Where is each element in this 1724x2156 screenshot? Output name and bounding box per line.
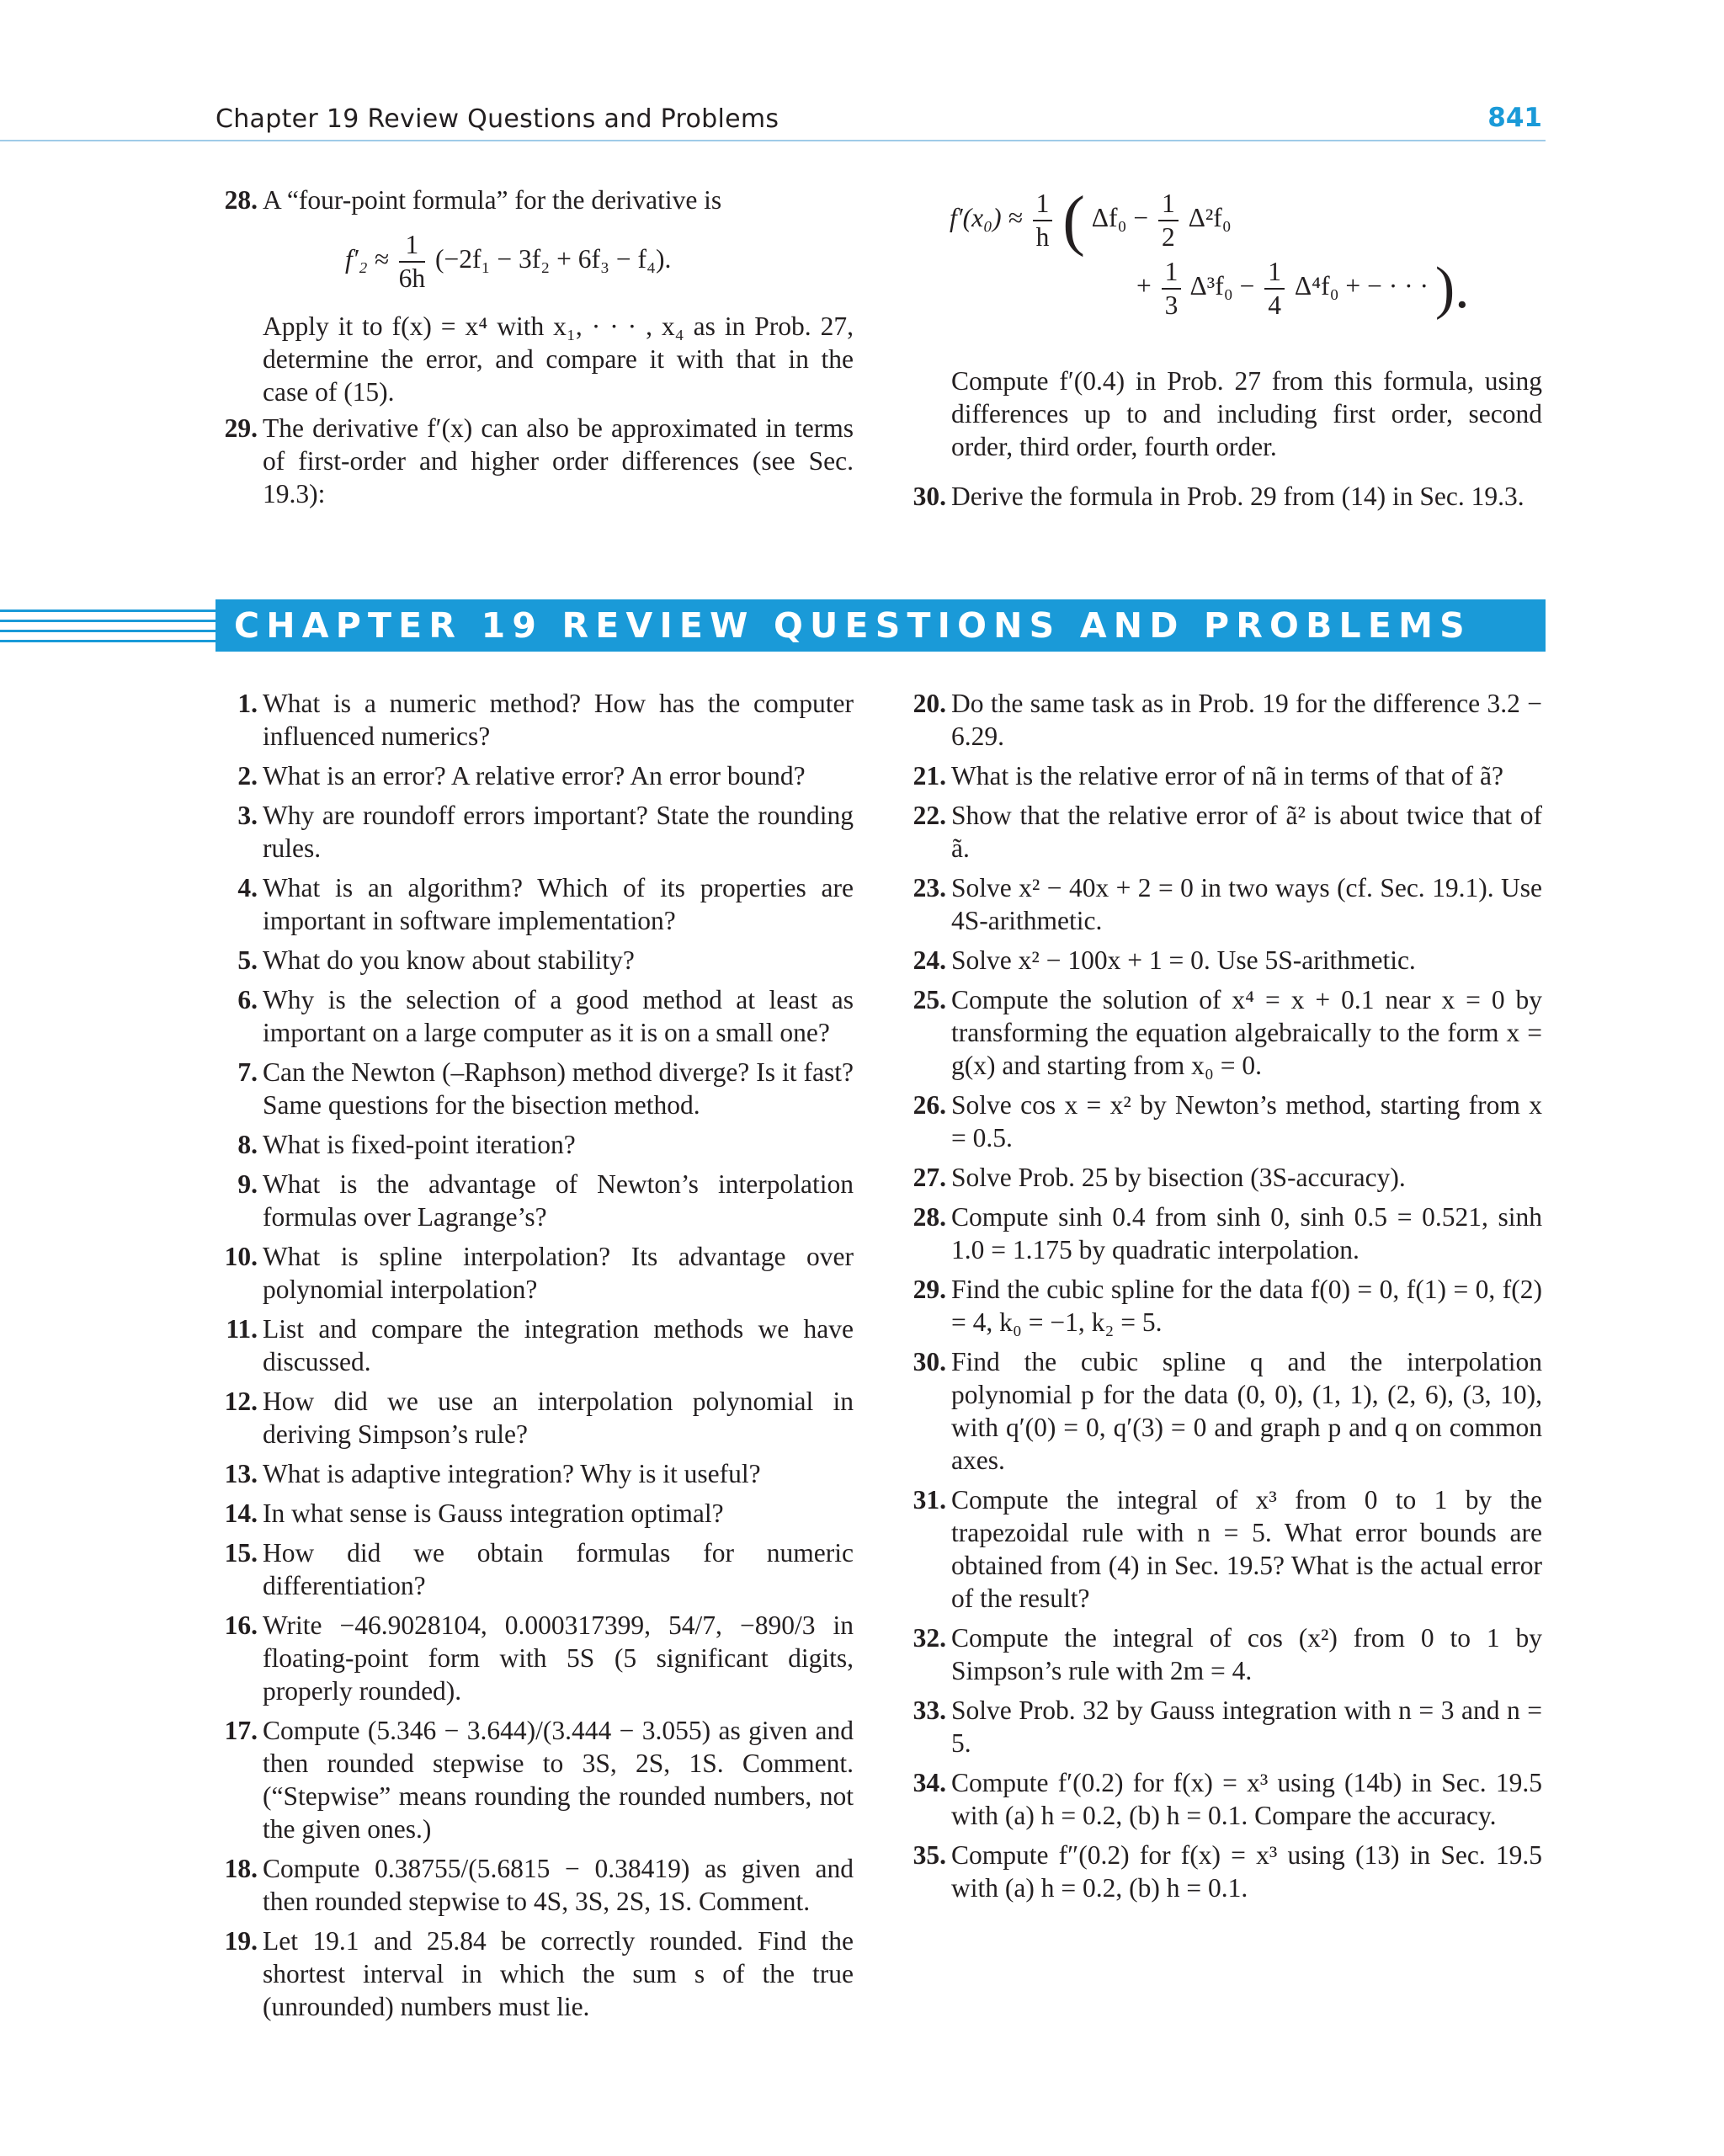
review-problem: [216, 1497, 854, 1530]
difference-formula-line-1: [950, 184, 1232, 258]
fraction-denominator: 2: [1161, 222, 1175, 252]
formula-lhs: f′(x₀) ≈: [950, 203, 1023, 233]
problem-text: Solve Prob. 32 by Gauss integration with n = 3 and n = 5.: [951, 1696, 1542, 1758]
formula-term: Δ⁴f₀ + − · · ·: [1294, 271, 1429, 301]
problem-text: Compute the integral of x³ from 0 to 1 by the trapezoidal rule with n = 5. What error bounds are obtained from (4) in Sec. 19.5? What is the actual error of the result?: [951, 1485, 1542, 1613]
review-problem: [904, 799, 1542, 865]
review-problem: [904, 1621, 1542, 1687]
difference-formula-line-2: [1136, 256, 1470, 322]
problem-number: 6.: [237, 985, 258, 1014]
problem-number: 9.: [237, 1169, 258, 1199]
problem-number: 13.: [224, 1459, 258, 1488]
formula-rhs: (−2f₁ − 3f₂ + 6f₃ − f₄).: [435, 244, 672, 274]
fraction-numerator: 1: [1264, 256, 1285, 290]
review-problem: [216, 1457, 854, 1490]
problem-number: 10.: [224, 1242, 258, 1271]
review-problem: [904, 1161, 1542, 1194]
review-problem: [216, 1385, 854, 1451]
review-problem: [904, 983, 1542, 1082]
review-problem: [904, 1694, 1542, 1759]
formula-fraction: [1033, 188, 1053, 253]
review-problem: [904, 1483, 1542, 1615]
fraction-numerator: 1: [1033, 188, 1053, 221]
problem-number: 28.: [913, 1202, 946, 1232]
running-head: [0, 99, 1546, 141]
fraction-denominator: 3: [1164, 290, 1179, 320]
problem-text: What is adaptive integration? Why is it useful?: [263, 1459, 761, 1488]
review-list-right: [904, 687, 1542, 1904]
review-problem: [216, 944, 854, 977]
review-problem: [216, 983, 854, 1049]
problem-text: List and compare the integration methods we have discussed.: [263, 1314, 854, 1376]
review-problem: [216, 1852, 854, 1918]
problem-text: What is a numeric method? How has the computer influenced numerics?: [263, 689, 854, 751]
problem-number: 22.: [913, 801, 946, 830]
problem-text: How did we use an interpolation polynomial in deriving Simpson’s rule?: [263, 1387, 854, 1449]
fraction-denominator: 4: [1268, 290, 1281, 320]
review-questions-left: [216, 687, 854, 2030]
formula-fraction: [1264, 256, 1285, 322]
running-title: Chapter 19 Review Questions and Problems: [216, 104, 780, 134]
top-left-column-cont: [216, 310, 854, 510]
problem-number: 26.: [913, 1090, 946, 1120]
open-paren: (: [1062, 184, 1085, 258]
formula-fraction: [399, 229, 426, 295]
problem-number: 15.: [224, 1538, 258, 1568]
review-problem: [216, 1056, 854, 1121]
problem-text: What is an algorithm? Which of its properties are important in software implementation?: [263, 873, 854, 935]
problem-text: The derivative f′(x) can also be approximated in terms of first-order and higher order differences (see Sec. 19.3):: [263, 413, 854, 508]
problem-text: Compute 0.38755/(5.6815 − 0.38419) as given and then rounded stepwise to 4S, 3S, 2S, 1S. Comment.: [263, 1854, 854, 1916]
problem-number: 31.: [913, 1485, 946, 1515]
formula-term: Δ³f₀ −: [1189, 271, 1255, 301]
problem-text: Write −46.9028104, 0.000317399, 54/7, −890/3 in floating-point form with 5S (5 significant digits, properly rounded).: [263, 1610, 854, 1706]
problem-number: 30.: [913, 1347, 946, 1376]
formula-term: +: [1136, 271, 1152, 301]
banner-rule: [0, 640, 219, 642]
problem-number: 3.: [237, 801, 258, 830]
problem-number: 23.: [913, 873, 946, 902]
problem-text: Show that the relative error of ã² is about twice that of ã.: [951, 801, 1542, 863]
problem-number: 2.: [237, 761, 258, 791]
section-title: CHAPTER 19 REVIEW QUESTIONS AND PROBLEMS: [234, 605, 1471, 646]
problem-text: Compute f′(0.4) in Prob. 27 from this formula, using differences up to and including first order, second order, third order, fourth order.: [951, 366, 1542, 461]
fraction-numerator: 1: [1162, 256, 1182, 290]
problem-text: Solve Prob. 25 by bisection (3S-accuracy).: [951, 1163, 1406, 1192]
formula-term: Δ²f₀: [1188, 203, 1232, 233]
fraction-numerator: 1: [1158, 188, 1179, 221]
problem-number: 29.: [224, 413, 258, 443]
four-point-formula: [345, 229, 671, 295]
formula-fraction: [1162, 256, 1182, 322]
fraction-denominator: h: [1035, 222, 1050, 252]
problem-text: Find the cubic spline for the data f(0) = 0, f(1) = 0, f(2) = 4, k₀ = −1, k₂ = 5.: [951, 1275, 1542, 1337]
problem-text: Do the same task as in Prob. 19 for the difference 3.2 − 6.29.: [951, 689, 1542, 751]
problem-number: 30.: [913, 482, 946, 511]
problem-text: Compute (5.346 − 3.644)/(3.444 − 3.055) as given and then rounded stepwise to 3S, 2S, 1S. Comment. (“Stepwise” means rounding the rounded numbers, not the given ones.): [263, 1716, 854, 1844]
problem-number: 29.: [913, 1275, 946, 1304]
review-questions-right: [904, 687, 1542, 1911]
problem-text: Solve cos x = x² by Newton’s method, starting from x = 0.5.: [951, 1090, 1542, 1153]
close-paren: ).: [1434, 256, 1470, 321]
top-right-column: [904, 365, 1542, 513]
problem-number: 34.: [913, 1768, 946, 1797]
problem-text: Apply it to f(x) = x⁴ with x₁, · · · , x₄ as in Prob. 27, determine the error, and compare it with that in the case of (15).: [263, 311, 854, 407]
problem-number: 35.: [913, 1840, 946, 1870]
review-problem: [904, 1089, 1542, 1154]
problem-text: What is an error? A relative error? An error bound?: [263, 761, 806, 791]
problem-text: What do you know about stability?: [263, 945, 635, 975]
problem-text: Solve x² − 40x + 2 = 0 in two ways (cf. Sec. 19.1). Use 4S-arithmetic.: [951, 873, 1542, 935]
banner-rule: [0, 630, 219, 632]
problem-number: 8.: [237, 1130, 258, 1159]
problem-number: 21.: [913, 761, 946, 791]
problem-number: 1.: [237, 689, 258, 718]
review-problem: [216, 871, 854, 937]
fraction-denominator: 6h: [398, 264, 426, 293]
review-problem: [216, 1714, 854, 1845]
review-problem: [904, 759, 1542, 792]
banner-rule: [0, 610, 219, 612]
problem-number: 24.: [913, 945, 946, 975]
formula-term: Δf₀ −: [1091, 203, 1149, 233]
problem-text: How did we obtain formulas for numeric differentiation?: [263, 1538, 854, 1600]
problem-text: What is spline interpolation? Its advantage over polynomial interpolation?: [263, 1242, 854, 1304]
problem-text: In what sense is Gauss integration optimal?: [263, 1499, 724, 1528]
problem-number: 16.: [224, 1610, 258, 1640]
problem-text: What is fixed-point iteration?: [263, 1130, 576, 1159]
problem-number: 5.: [237, 945, 258, 975]
problem-28: [216, 184, 854, 216]
problem-text: Why is the selection of a good method at least as important on a large computer as it is on a small one?: [263, 985, 854, 1047]
review-problem: [216, 759, 854, 792]
review-problem: [904, 871, 1542, 937]
problem-number: 25.: [913, 985, 946, 1014]
review-problem: [904, 1200, 1542, 1266]
problem-30: [904, 480, 1542, 513]
problem-number: 12.: [224, 1387, 258, 1416]
top-left-column: [216, 184, 854, 216]
review-problem: [904, 1766, 1542, 1832]
review-problem: [904, 1273, 1542, 1339]
review-problem: [216, 1168, 854, 1233]
formula-lhs: f′₂ ≈: [345, 244, 389, 274]
problem-text: What is the relative error of nã in terms of that of ã?: [951, 761, 1503, 791]
review-problem: [904, 1839, 1542, 1904]
problem-text: Find the cubic spline q and the interpolation polynomial p for the data (0, 0), (1, 1), (2, 6), (3, 10), with q′(0) = 0, q′(3) = 0 and graph p and q on common axes.: [951, 1347, 1542, 1475]
problem-number: 14.: [224, 1499, 258, 1528]
problem-text: Solve x² − 100x + 1 = 0. Use 5S-arithmetic.: [951, 945, 1416, 975]
review-problem: [216, 1924, 854, 2023]
review-problem: [216, 1609, 854, 1707]
review-list-left: [216, 687, 854, 2023]
review-problem: [216, 687, 854, 753]
page-number: 841: [1487, 103, 1542, 133]
review-problem: [904, 1345, 1542, 1477]
review-problem: [216, 1536, 854, 1602]
problem-text: Compute f′(0.2) for f(x) = x³ using (14b) in Sec. 19.5 with (a) h = 0.2, (b) h = 0.1. Compare the accuracy.: [951, 1768, 1542, 1830]
fraction-numerator: 1: [399, 229, 426, 263]
section-banner: [216, 599, 1546, 652]
review-problem: [216, 799, 854, 865]
problem-text: Derive the formula in Prob. 29 from (14) in Sec. 19.3.: [951, 482, 1524, 511]
problem-number: 4.: [237, 873, 258, 902]
problem-number: 32.: [913, 1623, 946, 1653]
problem-number: 19.: [224, 1926, 258, 1956]
problem-text: Compute the integral of cos (x²) from 0 to 1 by Simpson’s rule with 2m = 4.: [951, 1623, 1542, 1685]
problem-text: Compute sinh 0.4 from sinh 0, sinh 0.5 = 0.521, sinh 1.0 = 1.175 by quadratic interpolation.: [951, 1202, 1542, 1264]
problem-number: 18.: [224, 1854, 258, 1883]
problem-29: [216, 412, 854, 510]
problem-number: 20.: [913, 689, 946, 718]
review-problem: [216, 1312, 854, 1378]
review-problem: [904, 944, 1542, 977]
problem-text: Why are roundoff errors important? State the rounding rules.: [263, 801, 854, 863]
problem-number: 27.: [913, 1163, 946, 1192]
problem-number: 33.: [913, 1696, 946, 1725]
problem-number: 7.: [237, 1057, 258, 1087]
problem-number: 17.: [224, 1716, 258, 1745]
banner-rule: [0, 620, 219, 622]
formula-fraction: [1158, 188, 1179, 253]
review-problem: [216, 1240, 854, 1306]
problem-number: 11.: [226, 1314, 258, 1344]
problem-text: Compute f″(0.2) for f(x) = x³ using (13) in Sec. 19.5 with (a) h = 0.2, (b) h = 0.1.: [951, 1840, 1542, 1903]
problem-text: Can the Newton (–Raphson) method diverge? Is it fast? Same questions for the bisection method.: [263, 1057, 854, 1120]
review-problem: [216, 1128, 854, 1161]
problem-text: Let 19.1 and 25.84 be correctly rounded. Find the shortest interval in which the sum s of the true (unrounded) numbers must lie.: [263, 1926, 854, 2021]
problem-text: What is the advantage of Newton’s interpolation formulas over Lagrange’s?: [263, 1169, 854, 1232]
problem-29-continuation: [904, 365, 1542, 463]
problem-text: A “four-point formula” for the derivative is: [263, 185, 722, 215]
problem-number: 28.: [224, 185, 258, 215]
review-problem: [904, 687, 1542, 753]
problem-text: Compute the solution of x⁴ = x + 0.1 near x = 0 by transforming the equation algebraically to the form x = g(x) and starting from x₀ = 0.: [951, 985, 1542, 1080]
problem-28-continuation: [216, 310, 854, 408]
